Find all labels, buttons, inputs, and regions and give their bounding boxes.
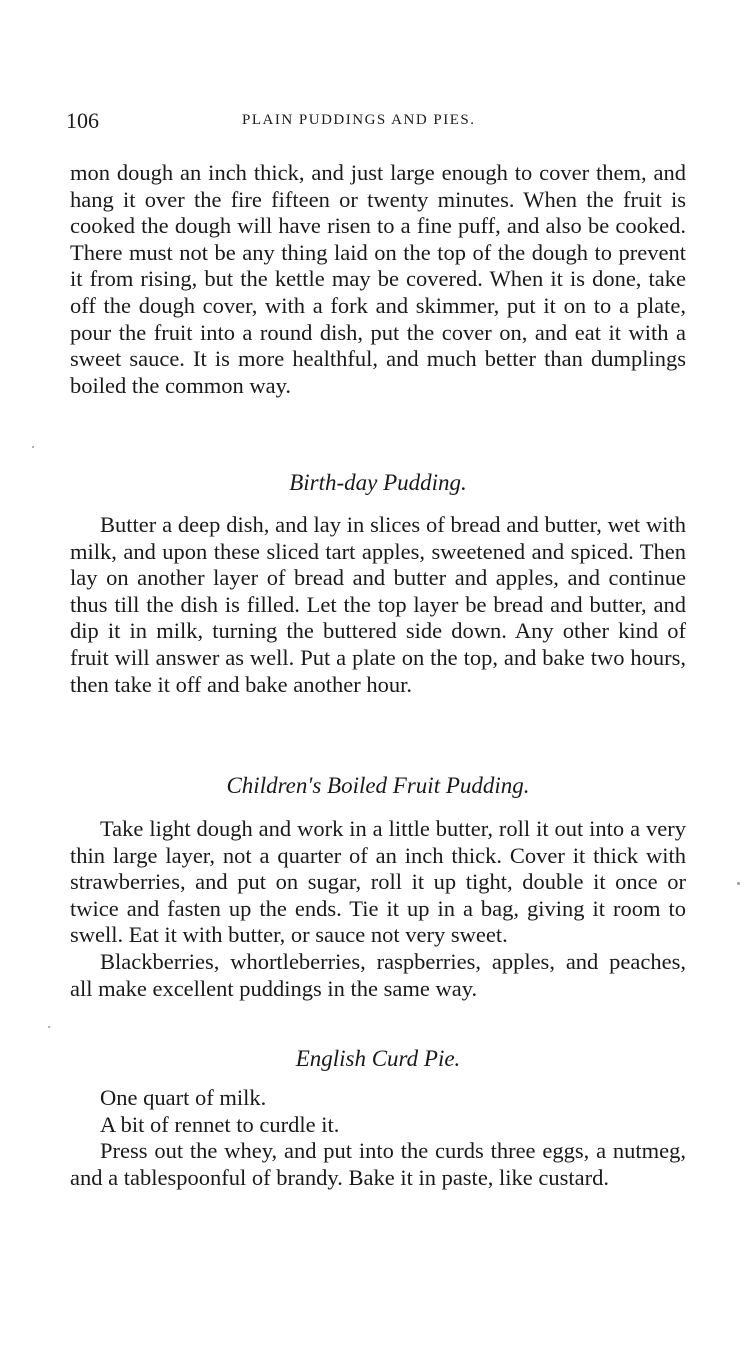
paper-speck [48, 1026, 50, 1028]
recipe-paragraph: Press out the whey, and put into the curds three eggs, a nutmeg, and a tablespoonful of brandy. Bake it in paste, like custard. [70, 1138, 686, 1190]
recipe-body-english-curd-pie [70, 1085, 686, 1191]
recipe-body-childrens-boiled-fruit-pudding [70, 816, 686, 1002]
ingredient-line: A bit of rennet to curdle it. [100, 1111, 340, 1137]
page-number: 106 [66, 108, 99, 133]
paper-speck [737, 882, 740, 885]
paper-speck [32, 446, 34, 448]
recipe-title-birthday-pudding: Birth-day Pudding. [289, 470, 467, 495]
page-header [62, 108, 692, 138]
running-head: PLAIN PUDDINGS AND PIES. [242, 112, 476, 128]
recipe-title-english-curd-pie: English Curd Pie. [295, 1046, 461, 1071]
recipe-paragraph: Blackberries, whortleberries, raspberries, apples, and peaches, all make excellent puddings in the same way. [70, 948, 686, 1001]
recipe-paragraph: Butter a deep dish, and lay in slices of bread and butter, wet with milk, and upon these sliced tart apples, sweetened and spiced. Then lay on another layer of bread and butter and apples, and continue thus till the dish is filled. Let the top layer be bread and butter, and dip it in milk, turning the buttered side down. Any other kind of fruit will answer as well. Put a plate on the top, and bake two hours, then take it off and bake another hour. [70, 512, 686, 697]
ingredient-line: One quart of milk. [100, 1085, 267, 1110]
continuation-text: mon dough an inch thick, and just large enough to cover them, and hang it over the fire fifteen or twenty minutes. When the fruit is cooked the dough will have risen to a fine puff, and also be cooked. There must not be any thing laid on the top of the dough to prevent it from rising, but the kettle may be covered. When it is done, take off the dough cover, with a fork and skimmer, put it on to a plate, pour the fruit into a round dish, put the cover on, and eat it with a sweet sauce. It is more healthful, and much better than dumplings boiled the common way. [70, 160, 686, 398]
recipe-title-childrens-boiled-fruit-pudding: Children's Boiled Fruit Pudding. [226, 773, 530, 798]
recipe-body-birthday-pudding [70, 512, 686, 698]
continuation-paragraph [70, 160, 686, 399]
recipe-paragraph: Take light dough and work in a little butter, roll it out into a very thin large layer, not a quarter of an inch thick. Cover it thick with strawberries, and put on sugar, roll it up tight, double it once or twice and fasten up the ends. Tie it up in a bag, giving it room to swell. Eat it with butter, or sauce not very sweet. [70, 816, 686, 948]
